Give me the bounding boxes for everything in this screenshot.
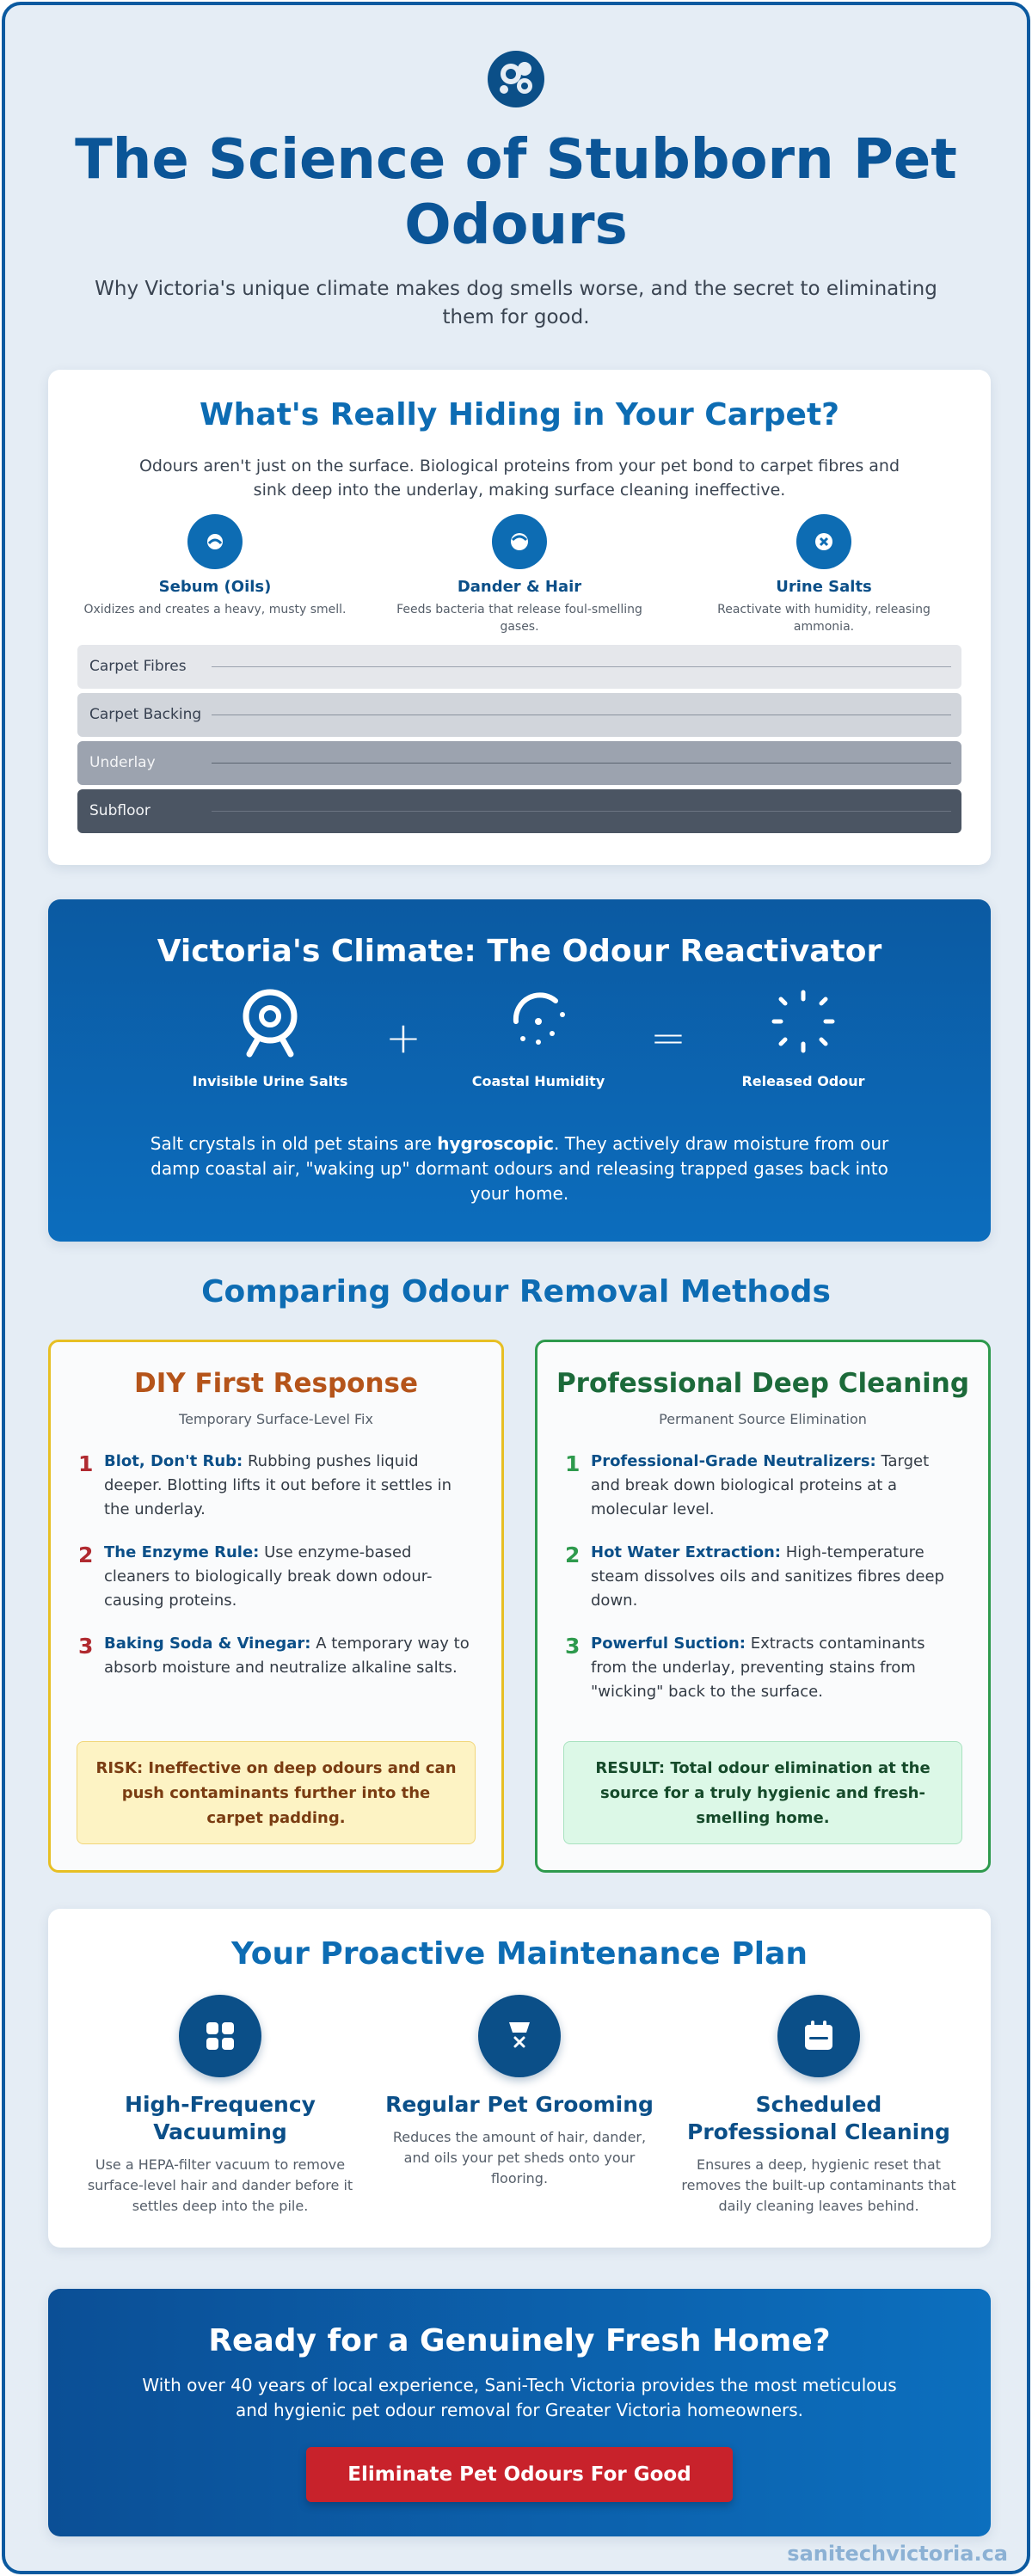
plan-vacuuming [83,1995,358,2217]
diy-step: 3 Baking Soda & Vinegar: A temporary way to absorb moisture and neutralize alkaline salts. [77,1632,476,1680]
climate-section [48,899,991,1242]
cta-title: Ready for a Genuinely Fresh Home? [208,2323,831,2358]
maintenance-section [48,1909,991,2248]
calendar-icon [802,2019,836,2053]
factor-name: Dander & Hair [457,578,582,596]
hair-icon [492,514,547,569]
diy-step: 1 Blot, Don't Rub: Rubbing pushes liquid deeper. Blotting lifts it out before it settles in the underlay. [77,1450,476,1522]
climate-section-title: Victoria's Climate: The Odour Reactivator [157,934,882,969]
maintenance-plan-items [83,1995,956,2217]
plan-name: Regular Pet Grooming [385,2092,654,2117]
layer-label: Carpet Backing [89,706,202,723]
eq-label: Released Odour [741,1073,865,1089]
factor-dander [382,514,657,635]
layer-line [212,666,951,667]
eq-urine-salts [167,987,373,1089]
layer-label: Subfloor [89,802,150,819]
grid-icon [203,2019,237,2053]
diy-steps [77,1450,476,1680]
eq-humidity [435,987,642,1089]
factor-desc: Feeds bacteria that release foul-smelling gases. [396,603,642,634]
step-number: 1 [78,1451,94,1476]
maintenance-title: Your Proactive Maintenance Plan [230,1936,808,1972]
eq-label: Invisible Urine Salts [192,1073,348,1089]
step-number: 2 [565,1543,580,1567]
plan-desc: Ensures a deep, hygienic reset that removes the built-up contaminants that daily cleaning leaves behind. [681,2156,956,2214]
droplet-icon [187,514,243,569]
carpet-section-title: What's Really Hiding in Your Carpet? [199,397,840,432]
hygroscopic-term: hygroscopic [437,1133,554,1154]
factor-name: Sebum (Oils) [158,578,272,596]
cta-text: With over 40 years of local experience, Sani-Tech Victoria provides the most meticulous and hygienic pet odour removal for Greater Victoria homeowners. [142,2375,897,2420]
salt-ribbon-icon [236,987,304,1064]
plan-name: Scheduled Professional Cleaning [687,2092,950,2144]
page-subtitle: Why Victoria's unique climate makes dog smells worse, and the secret to eliminating them for good. [95,278,937,328]
step-number: 2 [78,1543,94,1567]
pro-step: 1 Professional-Grade Neutralizers: Target and break down biological proteins at a molecular level. [563,1450,962,1522]
layer-label: Underlay [89,754,156,771]
grooming-icon [502,2019,537,2053]
pro-card [535,1340,991,1873]
plan-desc: Use a HEPA-filter vacuum to remove surface-level hair and dander before it settles deep into the pile. [87,2156,353,2214]
odour-burst-icon [769,987,838,1064]
layer-label: Carpet Fibres [89,658,187,675]
climate-equation [48,987,991,1116]
layer-line [212,811,951,812]
factor-name: Urine Salts [776,578,872,596]
plan-desc: Reduces the amount of hair, dander, and oils your pet sheds onto your flooring. [392,2129,647,2187]
header [5,48,1027,332]
equals-sign: = [650,1013,686,1063]
plan-name: High-Frequency Vacuuming [125,2092,316,2144]
step-number: 3 [565,1634,580,1659]
website-url[interactable]: sanitechvictoria.ca [787,2542,1008,2566]
eq-released-odour [700,987,906,1089]
step-number: 1 [565,1451,580,1476]
factor-desc: Oxidizes and creates a heavy, musty smell. [83,603,347,616]
pro-result-note: RESULT: Total odour elimination at the source for a truly hygienic and fresh-smelling home. [563,1741,962,1844]
diy-title: DIY First Response [133,1368,419,1399]
plan-grooming [382,1995,657,2217]
step-number: 3 [78,1634,94,1659]
diy-risk-note: RISK: Ineffective on deep odours and can push contaminants further into the carpet padding. [77,1741,476,1844]
layer-line [212,763,951,764]
eq-label: Coastal Humidity [471,1073,605,1089]
cta-section [48,2289,991,2536]
crystal-icon [796,514,851,569]
infographic-frame [2,2,1030,2574]
diy-card [48,1340,504,1873]
pro-title: Professional Deep Cleaning [556,1368,970,1399]
paw-bubble-icon [485,48,547,110]
pro-steps [563,1450,962,1704]
diy-step: 2 The Enzyme Rule: Use enzyme-based cleaners to biologically break down odour-causing proteins. [77,1541,476,1613]
plan-professional [681,1995,956,2217]
carpet-intro: Odours aren't just on the surface. Biological proteins from your pet bond to carpet fibres and sink deep into the underlay, making surface cleaning ineffective. [138,457,900,500]
odour-factors [77,514,961,635]
pro-subtitle: Permanent Source Elimination [659,1411,867,1427]
diy-subtitle: Temporary Surface-Level Fix [179,1411,373,1427]
layer-subfloor [77,789,961,833]
carpet-layers-diagram [77,645,961,837]
eliminate-odours-button[interactable]: Eliminate Pet Odours For Good [306,2447,733,2502]
factor-desc: Reactivate with humidity, releasing ammonia. [717,603,931,634]
comparison-title: Comparing Odour Removal Methods [201,1274,831,1309]
climate-text: Salt crystals in old pet stains are hygroscopic. They actively draw moisture from our damp coastal air, "waking up" dormant odours and releasing trapped gases back into your home. [150,1133,889,1204]
factor-urine [686,514,961,635]
pro-step: 2 Hot Water Extraction: High-temperature steam dissolves oils and sanitizes fibres deep down. [563,1541,962,1613]
layer-carpet-backing [77,693,961,737]
pro-step: 3 Powerful Suction: Extracts contaminants from the underlay, preventing stains from "wicking" back to the surface. [563,1632,962,1704]
page-title: The Science of Stubborn Pet Odours [75,128,957,257]
plus-sign: + [385,1013,421,1063]
humidity-icon [504,987,573,1064]
layer-carpet-fibres [77,645,961,689]
factor-sebum [77,514,353,635]
layer-underlay [77,741,961,785]
carpet-section [48,370,991,865]
